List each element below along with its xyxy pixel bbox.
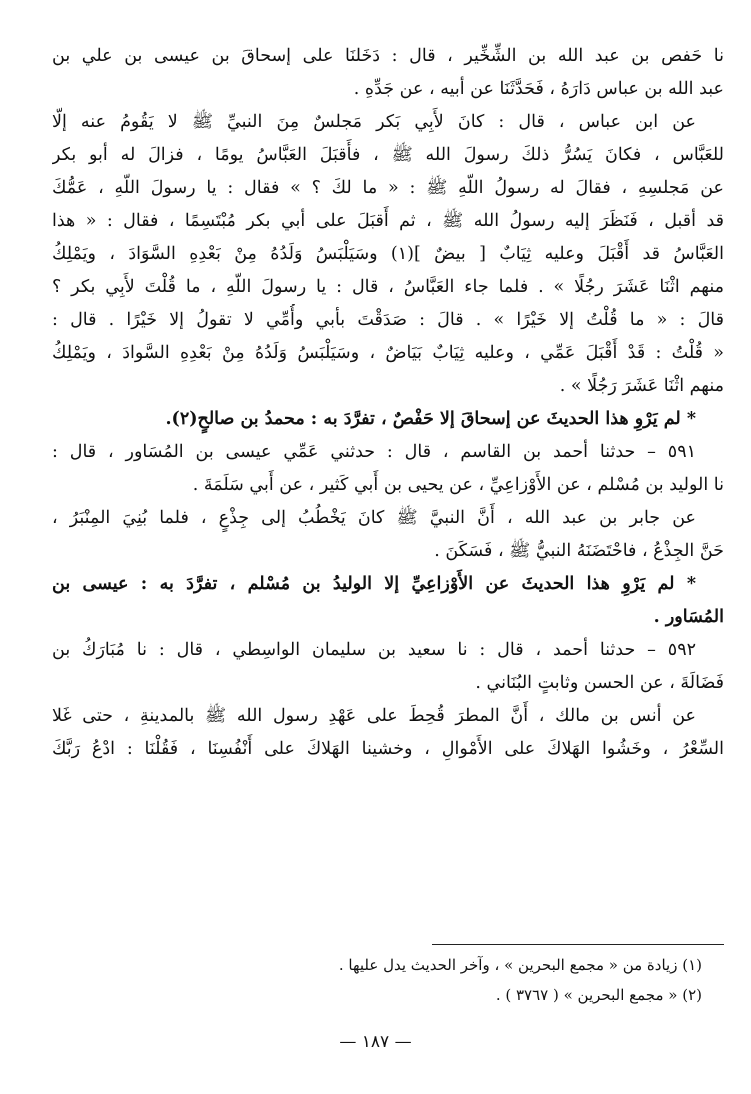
text-line: عن ابن عباس ، قال : كانَ لأَبِي بَكر مَجلسٌ مِنَ النبيِّ ﷺ لا يَقُومُ عنه إلّا <box>52 112 696 132</box>
text-line: قد أقبل ، فَنَظَرَ إليه رسولُ الله ﷺ ، ثم أَقبَلَ على أبي بكر مُبْتَسِمًا ، فقال : « هذا <box>52 211 724 231</box>
text-line: منهم اثْنَا عَشَرَ رَجُلًا » . <box>559 376 724 396</box>
commentary-line: المُسَاور . <box>653 607 724 627</box>
text-line: العَبَّاسُ قد أَقْبَلَ وعليه ثِيَابٌ [ بيضٌ ](١) وسَيَلْبَسُ وَلَدُهُ مِنْ بَعْدِهِ السَّوَادَ ، ويَمْلِكُ <box>52 244 724 264</box>
footnote-divider <box>432 944 724 945</box>
text-line: السِّعْرُ ، وخَشُوا الهَلاكَ على الأَمْوالِ ، وخشينا الهَلاكَ على أَنْفُسِنَا ، فَقُلْنَا : ادْعُ رَبَّكَ <box>52 739 724 759</box>
text-line: « قُلْتُ : قَدْ أَقْبَلَ عَمِّي ، وعليه ثِيَابٌ بَيَاضٌ ، وسَيَلْبَسُ وَلَدُهُ مِنْ بَعْدِهِ السَّوادَ ، ويَمْلِكُ <box>52 343 724 363</box>
text-line: نا الوليد بن مُسْلم ، عن الأَوْزاعِيِّ ، عن يحيى بن أَبي كَثير ، عن أَبي سَلَمَةَ . <box>192 475 724 495</box>
text-line: فَضَالَةَ ، عن الحسن وثابتٍ البُنَاني . <box>475 673 724 693</box>
footnote: (١) زيادة من « مجمع البحرين » ، وآخر الحديث يدل عليها . <box>338 956 702 974</box>
text-line: نا حَفص بن عبد الله بن الشِّخِّير ، قال : دَخَلنَا على إسحاقَ بن عيسى بن علي بن <box>52 46 724 66</box>
footnotes <box>52 950 724 1010</box>
text-line: عن جابر بن عبد الله ، أَنَّ النبيَّ ﷺ كانَ يَخْطُبُ إلى جِذْعٍ ، فلما بُنِيَ المِنْبَرُ ، <box>52 508 696 528</box>
text-line: عبد الله بن عباس دَارَهُ ، فَحَدَّثَنَا عن أبيه ، عن جَدِّهِ . <box>353 79 724 99</box>
hadith-heading-592: ٥٩٢ – حدثنا أحمد ، قال : نا سعيد بن سليمان الواسِطي ، قال : نا مُبَارَكُ بن <box>52 640 696 660</box>
main-text <box>52 40 724 766</box>
page-number: — ١٨٧ — <box>339 1032 412 1052</box>
commentary-line: * لم يَرْوِ هذا الحديثَ عن الأَوْزاعِيِّ إلا الوليدُ بن مُسْلم ، تفرَّدَ به : عيسى بن <box>52 574 696 594</box>
text-line: قالَ : « ما قُلْتُ إلا خَيْرًا » . قالَ : صَدَقْتَ بأبي وأُمِّي لا تقولُ إلا خَيْرًا . قال : <box>52 310 724 330</box>
hadith-heading-591: ٥٩١ – حدثنا أحمد بن القاسم ، قال : حدثني عَمِّي عيسى بن المُسَاور ، قال : <box>52 442 696 462</box>
footnote: (٢) « مجمع البحرين » ( ٣٧٦٧ ) . <box>495 986 702 1004</box>
text-line: للعَبَّاس ، فكانَ يَسُرُّ ذلكَ رسولَ الله ﷺ ، فأَقبَلَ العَبَّاسُ يومًا ، فزالَ له أبو بكر <box>52 145 724 165</box>
text-line: حَنَّ الجِذْعُ ، فاحْتَضَنَهُ النبيُّ ﷺ ، فَسَكَنَ . <box>434 541 724 561</box>
text-line: عن مَجلسِهِ ، فقالَ له رسولُ اللّهِ ﷺ : « ما لكَ ؟ » فقال : يا رسولَ اللّهِ ، عَمُّكَ <box>52 178 724 198</box>
text-line: منهم اثْنَا عَشَرَ رجُلًا » . فلما جاء العَبَّاسُ ، قال : يا رسولَ اللّهِ ، ما قُلْتَ لأَبِي بكر ؟ <box>52 277 724 297</box>
commentary-line: * لم يَرْوِ هذا الحديثَ عن إسحاقَ إلا حَفْصٌ ، تفرَّدَ به : محمدُ بن صالحٍ(٢). <box>165 409 696 429</box>
text-line: عن أنس بن مالك ، أَنَّ المطرَ قُحِطَ على عَهْدِ رسول الله ﷺ بالمدينةِ ، حتى غَلا <box>52 706 696 726</box>
